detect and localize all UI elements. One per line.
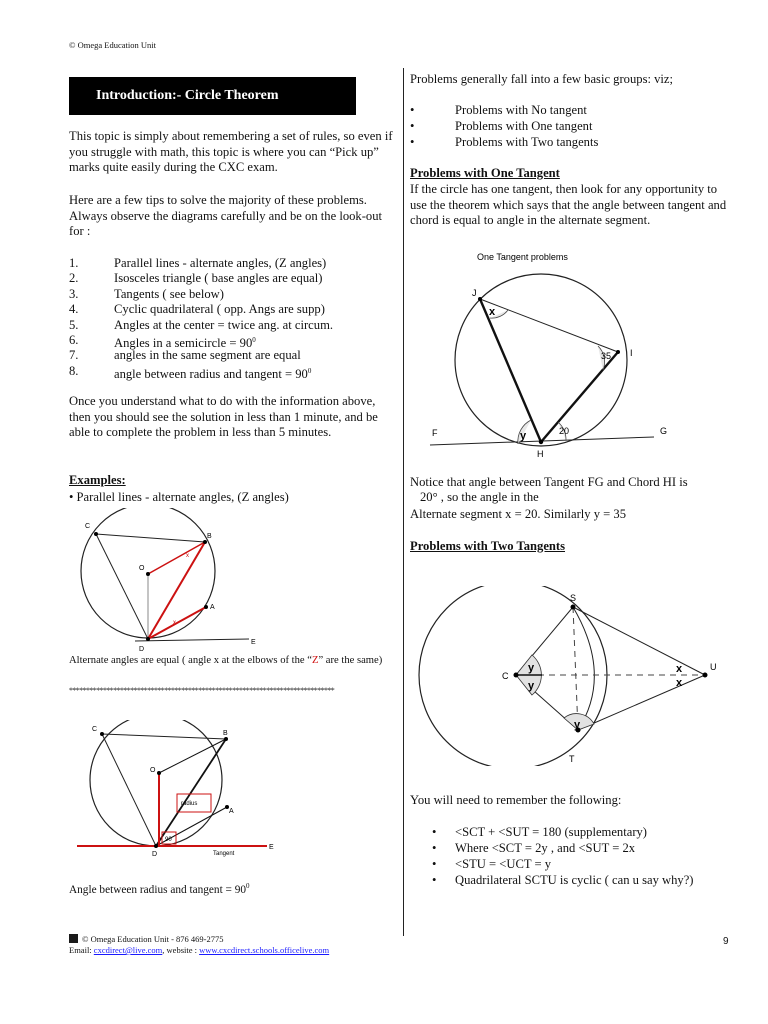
angle-35-label: 35 — [601, 351, 612, 361]
label-c: C — [85, 523, 91, 530]
list-item: 1. Parallel lines - alternate angles, (Z angles) — [69, 256, 327, 270]
label-u: U — [710, 662, 717, 672]
chord-cd — [96, 534, 148, 639]
red-chord-db — [148, 542, 205, 639]
label-c: C — [92, 726, 98, 733]
label-t: T — [569, 754, 575, 764]
label-e: E — [251, 639, 256, 646]
label-a: A — [210, 604, 215, 611]
notice-line-3: Alternate segment x = 20. Similarly y = 35 — [410, 507, 627, 521]
one-tangent-text: If the circle has one tangent, then look for any opportunity to use the theorem which says that the angle between tangent and chord is equal to angle in the alternate segment. — [410, 182, 727, 227]
tangent-su — [573, 607, 705, 675]
label-b: B — [207, 533, 212, 540]
caption-alternate-angles: Alternate angles are equal ( angle x at the elbows of the “Z” are the same) — [69, 655, 383, 666]
figure-one-tangent — [420, 248, 680, 462]
chord-cb — [102, 734, 226, 739]
angle-y-label: y — [574, 719, 581, 731]
right-angle-label: 90 — [165, 837, 172, 843]
summary-paragraph: Once you understand what to do with the information above, then you should see the solution in less than 1 minute, and be able to complete the problem in less than 5 minutes. — [69, 394, 378, 439]
facts-list — [432, 825, 732, 889]
header-brand: © Omega Education Unit — [69, 40, 156, 50]
label-b: B — [223, 730, 228, 737]
section-title: Introduction:- Circle Theorem — [69, 77, 356, 115]
angle-x-label: x — [186, 553, 189, 559]
angle-y-label: y — [520, 430, 527, 442]
tangent-label: Tangent — [213, 851, 235, 857]
list-item: • Problems with Two tangents — [410, 135, 599, 149]
figure-title: One Tangent problems — [477, 252, 568, 262]
list-item: 2. Isosceles triangle ( base angles are equal) — [69, 271, 323, 286]
intro-paragraph: This topic is simply about remembering a set of rules, so even if you struggle with math, this topic is where you can “Pick up” marks quite easily during the CXC exam. — [69, 129, 393, 174]
label-a: A — [229, 808, 234, 815]
label-h: H — [537, 449, 544, 459]
label-g: G — [660, 426, 668, 436]
label-s: S — [570, 593, 577, 603]
chord-db — [156, 739, 226, 846]
footer-contact: © Omega Education Unit - 876 469-2775 — [82, 934, 224, 944]
list-item: • Quadrilateral SCTU is cyclic ( can u say why?) — [432, 873, 694, 887]
tangent-line — [135, 639, 249, 641]
list-item: • Problems with No tangent — [410, 103, 587, 117]
chord-hi — [541, 352, 618, 442]
arc-st — [573, 607, 594, 730]
tangent-tu — [578, 675, 705, 730]
radius-label: radius — [181, 801, 198, 807]
list-item: 5. Angles at the center = twice ang. at circum. — [69, 317, 334, 332]
label-e: E — [269, 844, 274, 851]
angle-y-label: y — [528, 662, 535, 674]
groups-intro: Problems generally fall into a few basic groups: viz; — [410, 72, 673, 86]
angle-x-label: x — [173, 620, 176, 626]
figure-parallel-lines — [69, 508, 269, 656]
list-item: 4. Cyclic quadrilateral ( opp. Angs are supp) — [69, 302, 325, 317]
label-f: F — [432, 428, 438, 438]
label-o: O — [139, 565, 145, 572]
list-item: • <STU = <UCT = y — [432, 857, 552, 871]
list-item: 3. Tangents ( see below) — [69, 286, 224, 301]
tips-list — [69, 256, 399, 379]
remember-line: You will need to remember the following: — [410, 793, 622, 807]
label-c: C — [502, 671, 509, 681]
list-item: 6. Angles in a semicircle = $90^0$ — [69, 332, 256, 351]
list-item: 8. angle between radius and tangent = $90^0$ — [69, 363, 312, 381]
angle-20-label: 20 — [559, 426, 570, 436]
chord-cd — [102, 734, 156, 846]
angle-x-label: x — [676, 663, 683, 675]
website-link[interactable]: www.cxcdirect.schools.officelive.com — [199, 945, 330, 955]
footer-logo-icon — [69, 934, 78, 943]
figure-radius-tangent — [69, 720, 279, 860]
figure-two-tangents — [418, 586, 728, 766]
label-o: O — [150, 767, 156, 774]
label-i: I — [630, 348, 633, 358]
angle-y-label: y — [528, 680, 535, 692]
list-item: 7. angles in the same segment are equal — [69, 348, 301, 363]
list-item: • Problems with One tangent — [410, 119, 593, 133]
chord-cb — [96, 534, 205, 542]
email-link[interactable]: cxcdirect@live.com — [93, 945, 163, 955]
examples-heading: Examples: — [69, 473, 126, 487]
label-d: D — [152, 851, 158, 858]
circle — [90, 720, 222, 846]
caption-radius-tangent: Angle between radius and tangent = $90^0$ — [69, 882, 250, 896]
list-item: • Where <SCT = 2y , and <SUT = 2x — [432, 841, 636, 855]
circle — [419, 586, 607, 766]
tips-paragraph: Here are a few tips to solve the majority of these problems. Always observe the diagrams carefully and be on the look-out for : — [69, 193, 382, 238]
chord-ji — [480, 299, 618, 352]
example-bullet: • Parallel lines - alternate angles, (Z angles) — [69, 490, 289, 504]
page-number: 9 — [723, 936, 729, 947]
chord-jh — [480, 299, 541, 442]
one-tangent-heading: Problems with One Tangent — [410, 166, 560, 180]
groups-list — [410, 103, 730, 151]
label-j: J — [472, 288, 477, 298]
list-item: • <SCT + <SUT = 180 (supplementary) — [432, 825, 648, 839]
label-d: D — [139, 646, 145, 653]
angle-x-label: x — [489, 306, 496, 318]
footer-links: Email: cxcdirect@live.com, website : www.cxcdirect.schools.officelive.com — [69, 945, 330, 955]
dashed-st — [573, 607, 578, 730]
column-divider — [403, 68, 404, 936]
separator-stars: ****************************************************************************** — [69, 686, 335, 695]
notice-line-2: 20° , so the angle in the — [420, 490, 539, 504]
two-tangent-heading: Problems with Two Tangents — [410, 539, 566, 553]
angle-x-label: x — [676, 677, 683, 689]
notice-line-1: Notice that angle between Tangent FG and Chord HI is — [410, 475, 688, 489]
